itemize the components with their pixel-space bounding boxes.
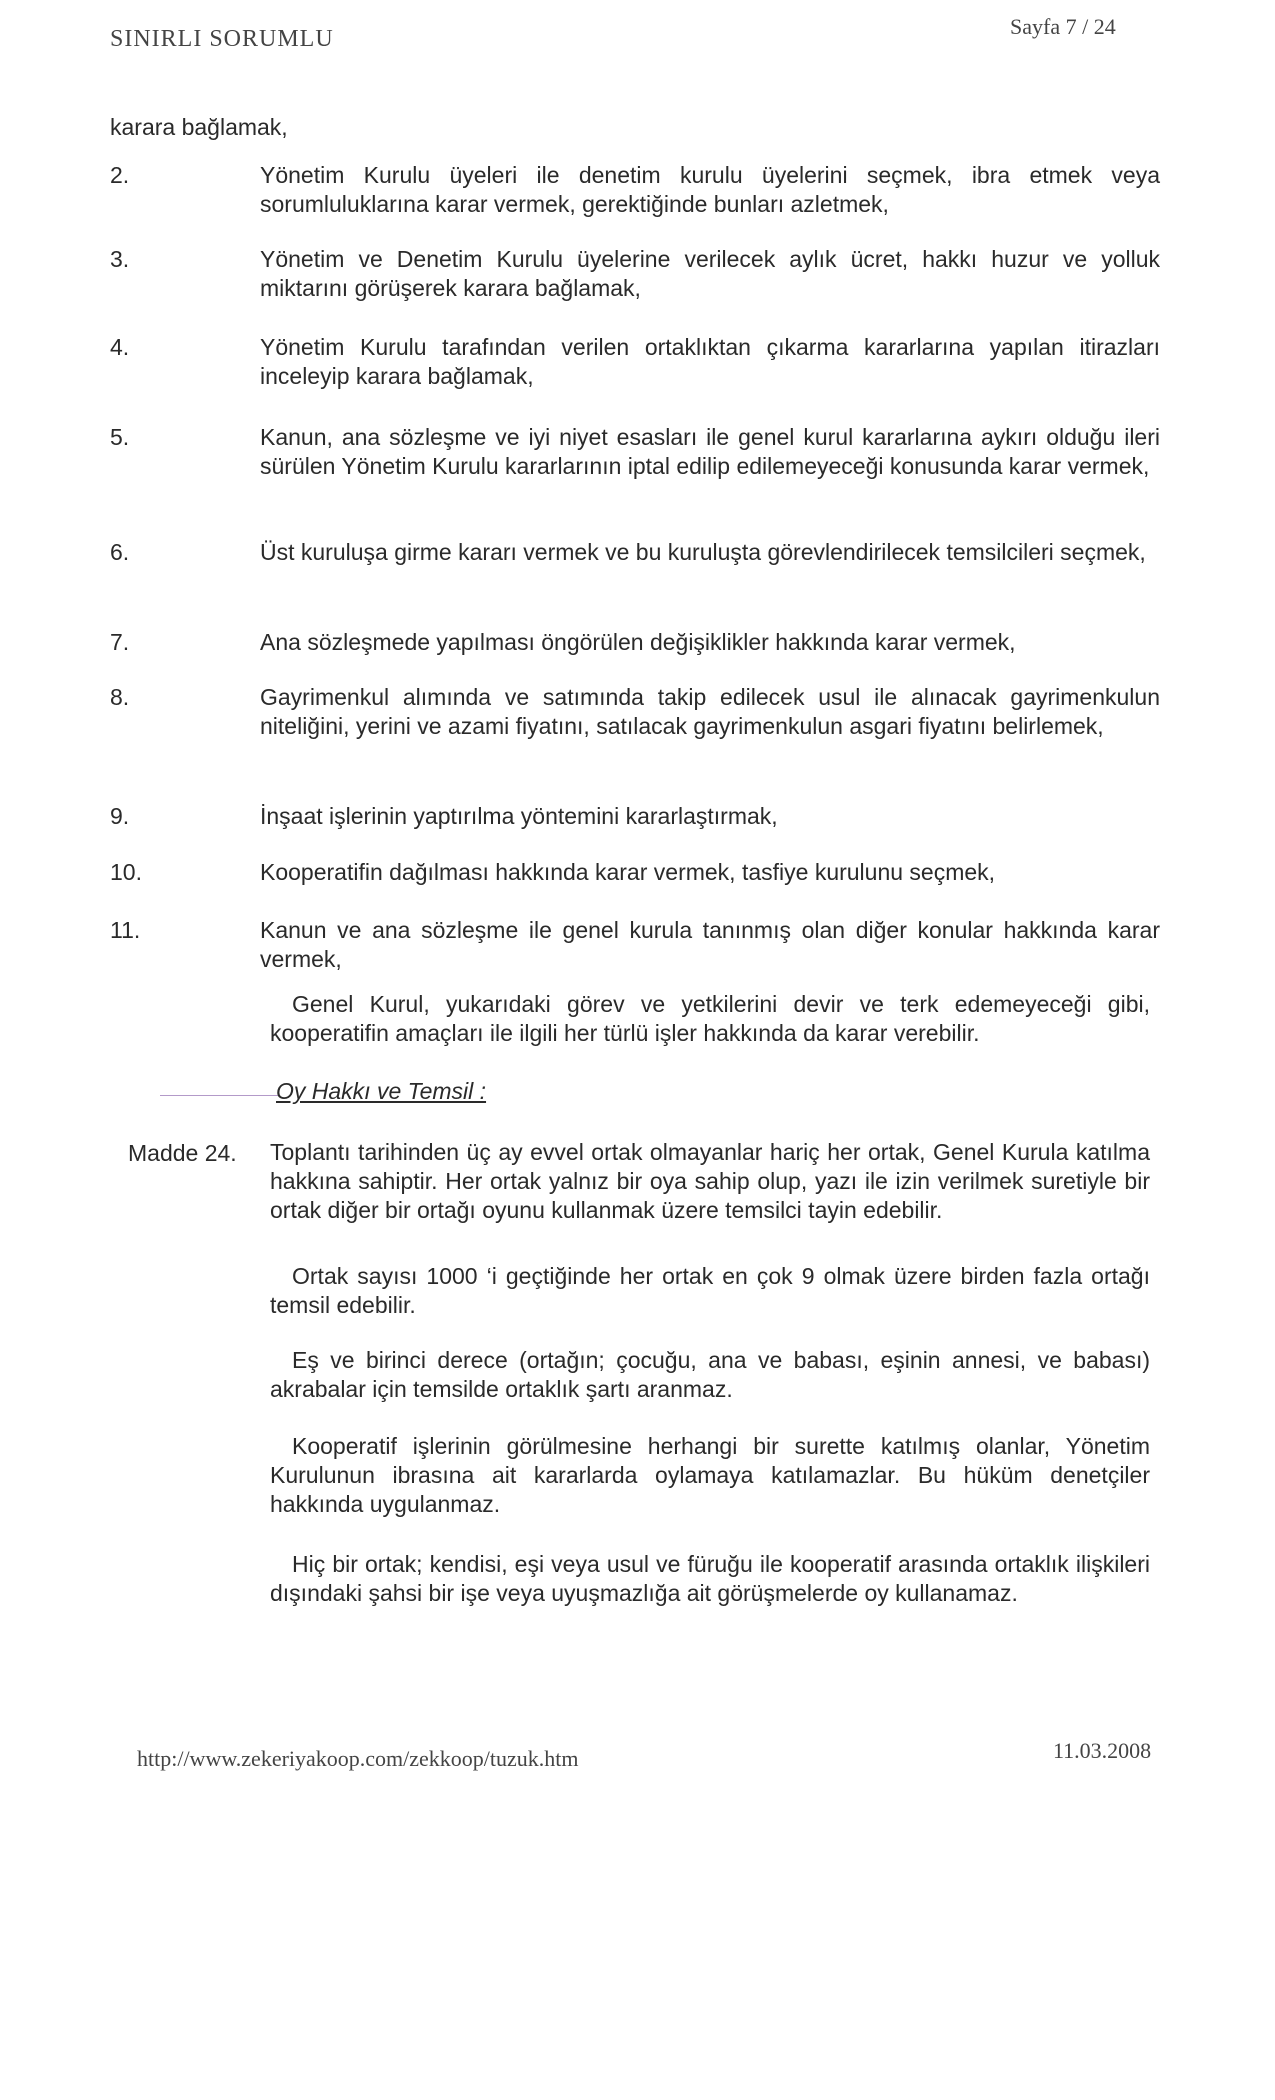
list-item-text: Üst kuruluşa girme kararı vermek ve bu kuruluşta görevlendirilecek temsilcileri seçmek, [260,539,1146,565]
list-item-text: Yönetim Kurulu üyeleri ile denetim kurulu üyelerini seçmek, ibra etmek veya sorumluluklarına karar vermek, gerektiğinde bunları azletmek, [260,162,1160,217]
footer-url: http://www.zekeriyakoop.com/zekkoop/tuzuk.htm [137,1746,579,1771]
list-item-number: 7. [110,629,130,655]
list-item-text: Ana sözleşmede yapılması öngörülen değişiklikler hakkında karar vermek, [260,629,1016,655]
list-item-number: 11. [110,917,141,943]
page-number: Sayfa 7 / 24 [1010,14,1116,39]
article-paragraph: Hiç bir ortak; kendisi, eşi veya usul ve füruğu ile kooperatif arasında ortaklık ilişkileri dışındaki şahsi bir işe veya uyuşmazlığa ait görüşmelerde oy kullanamaz. [270,1551,1150,1606]
list-item-text: Yönetim ve Denetim Kurulu üyelerine verilecek aylık ücret, hakkı huzur ve yolluk miktarını görüşerek karara bağlamak, [260,246,1160,301]
list-item-number: 9. [110,803,130,829]
list-item [110,683,1160,741]
list-item [110,245,1160,303]
list-item [110,628,1160,657]
list-item-text: Kanun ve ana sözleşme ile genel kurula tanınmış olan diğer konular hakkında karar vermek, [260,917,1160,972]
list-item-number: 6. [110,539,130,565]
list-item-number: 4. [110,334,130,360]
article-paragraph: Toplantı tarihinden üç ay evvel ortak olmayanlar hariç her ortak, Genel Kurula katılma hakkına sahiptir. Her ortak yalnız bir oya sahip olup, yazı ile izin verilmek suretiyle bir ortak diğer bir ortağı oyunu kullanmak üzere temsilci tayin edebilir. [270,1139,1150,1223]
list-item [110,423,1160,481]
list-item-number: 8. [110,684,130,710]
footer-date: 11.03.2008 [1053,1738,1152,1763]
list-item-text: Gayrimenkul alımında ve satımında takip edilecek usul ile alınacak gayrimenkulun niteliğini, yerini ve azami fiyatını, satılacak gayrimenkulun asgari fiyatını belirlemek, [260,684,1160,739]
list-item [110,333,1160,391]
closing-paragraph: Genel Kurul, yukarıdaki görev ve yetkilerini devir ve terk edemeyeceği gibi, kooperatifin amaçları ile ilgili her türlü işler hakkında da karar verebilir. [270,991,1150,1046]
list-item [110,538,1160,567]
list-item [110,161,1160,219]
list-item-text: Yönetim Kurulu tarafından verilen ortaklıktan çıkarma kararlarına yapılan itirazları inceleyip karara bağlamak, [260,334,1160,389]
article-paragraph: Kooperatif işlerinin görülmesine herhangi bir surette katılmış olanlar, Yönetim Kurulunun ibrasına ait kararlarda oylamaya katılamazlar. Bu hüküm denetçiler hakkında uygulanmaz. [270,1433,1150,1517]
list-item-number: 3. [110,246,130,272]
list-item-number: 2. [110,162,130,188]
header-title: SINIRLI SORUMLU [110,26,334,52]
list-item-text: İnşaat işlerinin yaptırılma yöntemini kararlaştırmak, [260,803,778,829]
list-item-text: Kooperatifin dağılması hakkında karar vermek, tasfiye kurulunu seçmek, [260,859,996,885]
list-item-text: Kanun, ana sözleşme ve iyi niyet esasları ile genel kurul kararlarına aykırı olduğu ileri sürülen Yönetim Kurulu kararlarının iptal edilip edilemeyeceği konusunda karar vermek, [260,424,1160,479]
continuation-text: karara bağlamak, [110,114,288,140]
list-item-number: 5. [110,424,130,450]
list-item [110,916,1160,974]
list-item [110,858,1160,887]
section-divider [160,1095,280,1096]
list-item-number: 10. [110,859,142,885]
article-label: Madde 24. [128,1140,237,1166]
section-title: Oy Hakkı ve Temsil : [276,1078,487,1104]
article-paragraph: Ortak sayısı 1000 ‘i geçtiğinde her ortak en çok 9 olmak üzere birden fazla ortağı temsil edebilir. [270,1263,1150,1318]
article-paragraph: Eş ve birinci derece (ortağın; çocuğu, ana ve babası, eşinin annesi, ve babası) akrabalar için temsilde ortaklık şartı aranmaz. [270,1347,1150,1402]
list-item [110,802,1160,831]
